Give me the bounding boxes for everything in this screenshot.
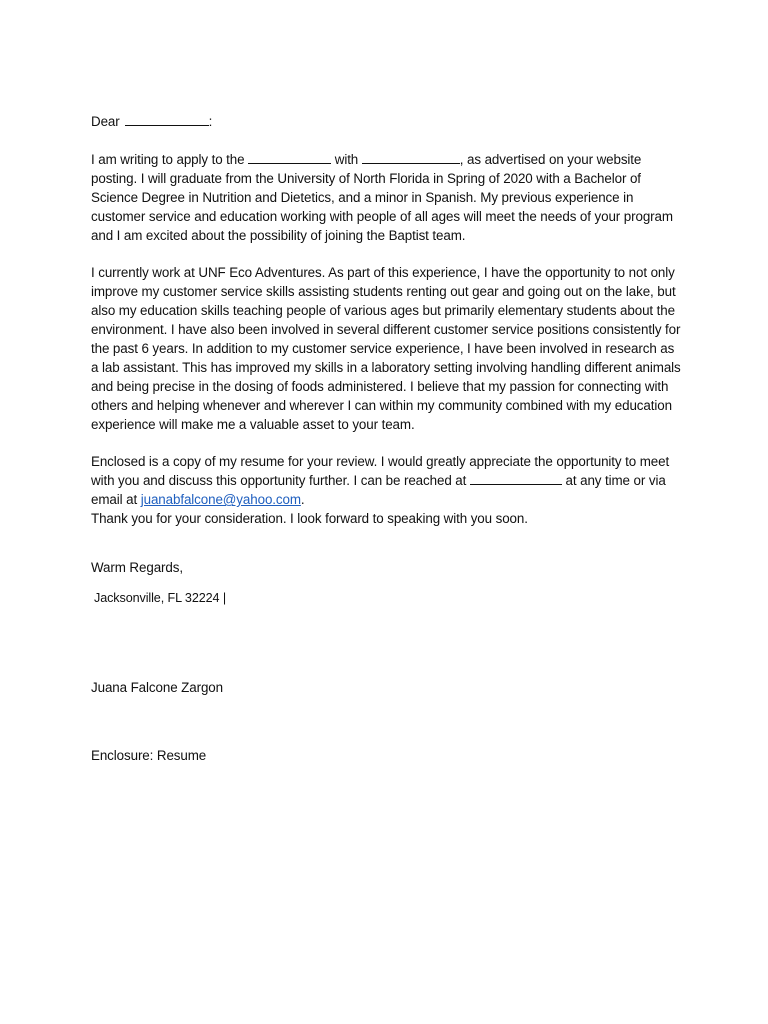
intro-text-rest: , as advertised on your website posting. I will graduate from the University of North Florida in Spring of 2020 with a Bachelor of Science Degree in Nutrition and Dietetics, and a minor in Spanish. My previous experience in customer service and education working with people of all ages will meet the needs of your program and I am excited about the possibility of joining the Baptist team. bbox=[91, 151, 673, 243]
phone-blank bbox=[470, 472, 562, 485]
paragraph-experience: I currently work at UNF Eco Adventures. As part of this experience, I have the opportunity to not only improve my customer service skills assisting students renting out gear and going out on the lake, but also my education skills teaching people of various ages but primarily elementary students about the environment. I have also been involved in several different customer service positions consistently for the past 6 years. In addition to my customer service experience, I have been involved in research as a lab assistant. This has improved my skills in a laboratory setting involving handling different animals and being precise in the dosing of foods administered. I believe that my passion for connecting with others and helping whenever and wherever I can within my community combined with my education experience will make me a valuable asset to your team. bbox=[91, 265, 681, 432]
cover-letter bbox=[91, 113, 681, 766]
paragraph-intro bbox=[91, 151, 681, 246]
enclosed-text-start: Enclosed is a copy of my resume for your review. I would greatly appreciate the opportunity to meet with you and discuss this opportunity further. I can be reached at bbox=[91, 454, 670, 489]
paragraph-enclosed bbox=[91, 453, 681, 510]
enclosure-line: Enclosure: Resume bbox=[91, 747, 207, 763]
signature-name: Juana Falcone Zargon bbox=[91, 679, 223, 695]
organization-blank bbox=[248, 151, 331, 164]
closing-line: Warm Regards, bbox=[91, 560, 183, 575]
salutation-colon: : bbox=[208, 114, 213, 129]
position-blank bbox=[362, 151, 460, 164]
enclosed-text-middle: at any time or via email at bbox=[91, 473, 666, 508]
intro-text-start: I am writing to apply to the bbox=[91, 151, 249, 167]
salutation-prefix: Dear bbox=[91, 114, 120, 129]
enclosed-text-end: . bbox=[300, 492, 305, 508]
address-line: Jacksonville, FL 32224 | bbox=[94, 590, 227, 605]
email-link[interactable]: juanabfalcone@yahoo.com bbox=[140, 492, 301, 508]
intro-text-with: with bbox=[331, 151, 362, 167]
recipient-name-blank bbox=[125, 113, 209, 126]
thanks-line: Thank you for your consideration. I look forward to speaking with you soon. bbox=[91, 511, 528, 527]
salutation bbox=[91, 113, 681, 132]
